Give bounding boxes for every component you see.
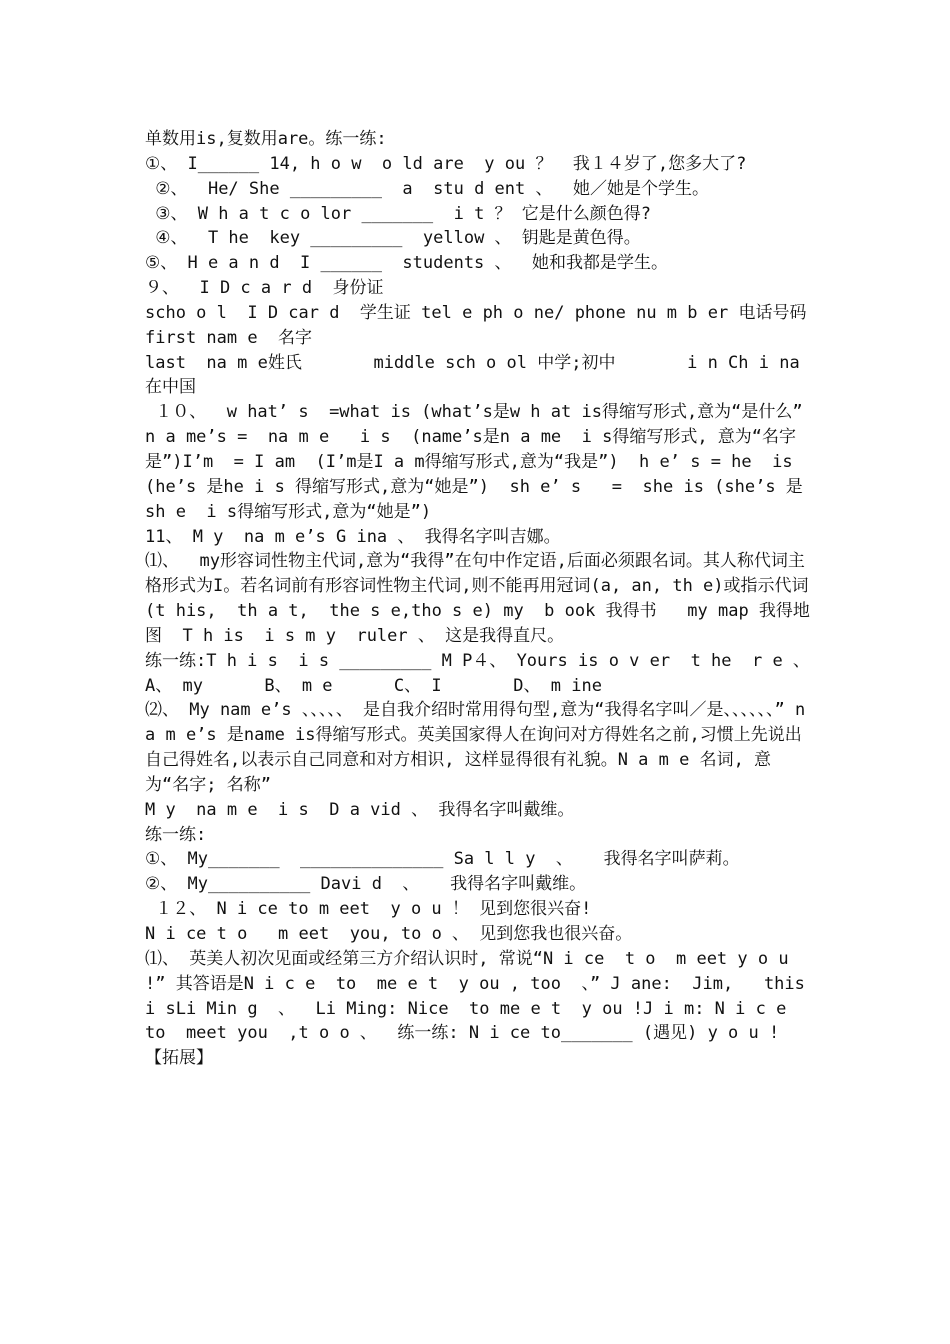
explanation-paragraph: ⑴、 英美人初次见面或经第三方介绍认识时, 常说“N i ce t o m eet y o u !” 其答语是N i c e to me e t y ou , too 、” J ane: Jim, this i sLi Min g 、 Li Ming: Nice to me e t y ou !J i m: N i c e to meet you ,t o o 、 练一练: N i ce to_______ (遇见) y o u !: [145, 948, 826, 1044]
exercise-line: 练一练:T h i s i s _________ M P４、 Yours is o v er t he r e 、 A、 my B、 m e C、 I D、 m ine: [145, 650, 821, 696]
section-heading: 【拓展】: [145, 1048, 213, 1069]
exercise-line: ④、 T he key _________ yellow 、 钥匙是黄色得。: [145, 228, 641, 249]
text-line: 单数用is,复数用are。练一练:: [145, 129, 387, 149]
section-heading: １２、 N i ce to m eet y o u ！ 见到您很兴奋!: [145, 899, 592, 920]
text-line: 练一练:: [145, 824, 207, 845]
example-line: N i ce t o m eet you, to o 、 见到您我也很兴奋。: [145, 924, 633, 944]
explanation-paragraph: ⑵、 My nam e’s 、、、、、 是自我介绍时常用得句型,意为“我得名字叫／是、、、、、、” n a m e’s 是name is得缩写形式。英美国家得人在询问对方得姓名之前,习惯上先说出自己得姓名,以表示自己同意和对方相识, 这样显得很有礼貌。N a m e 名词, 意为“名字; 名称”: [145, 700, 816, 795]
explanation-paragraph: １０、 w hat’ s =what is (what’s是w h at is得缩写形式,意为“是什么” n a me’s = na m e i s (name’s是n a me i s得缩写形式, 意为“名字是”)I’m = I am (I’m是I a m得缩写形式,意为“我是”) h e’ s = he is (he’s 是he i s 得缩写形式,意为“她是”) sh e’ s = she is (she’s 是sh e i s得缩写形式,意为“她是”): [145, 402, 813, 522]
exercise-line: ②、 My__________ Davi d 、 我得名字叫戴维。: [145, 874, 587, 895]
exercise-line: ⑤、 H e a n d I ______ students 、 她和我都是学生。: [145, 253, 668, 274]
vocabulary-line: scho o l I D car d 学生证 tel e ph o ne/ phone nu m b er 电话号码 first nam e 名字: [145, 302, 940, 348]
exercise-line: ①、 I______ 14, h o w o ld are y ou ？ 我１４岁了,您多大了?: [145, 153, 747, 174]
exercise-line: ③、 W h a t c o lor _______ i t ？ 它是什么颜色得?: [145, 203, 652, 224]
exercise-line: ①、 My_______ ______________ Sa l l y 、 我得名字叫萨莉。: [145, 849, 740, 870]
vocabulary-line: last na m e姓氏 middle sch o ol 中学;初中 i n Ch i na 在中国: [145, 352, 821, 398]
example-line: M y na m e i s D a vid 、 我得名字叫戴维。: [145, 799, 575, 820]
document-page: [145, 127, 940, 1071]
section-heading: 11、 M y na m e’s G ina 、 我得名字叫吉娜。: [145, 526, 561, 547]
explanation-paragraph: ⑴、 my形容词性物主代词,意为“我得”在句中作定语,后面必须跟名词。其人称代词主格形式为I。若名词前有形容词性物主代词,则不能再用冠词(a, an, th e)或指示代词(t his, th a t, the s e,tho s e) my b ook 我得书 my map 我得地图 T h is i s m y ruler 、 这是我得直尺。: [145, 551, 810, 646]
exercise-line: ②、 He/ She _________ a stu d ent 、 她／她是个学生。: [145, 178, 709, 199]
section-heading: ９、 I D c a r d 身份证: [145, 278, 384, 299]
